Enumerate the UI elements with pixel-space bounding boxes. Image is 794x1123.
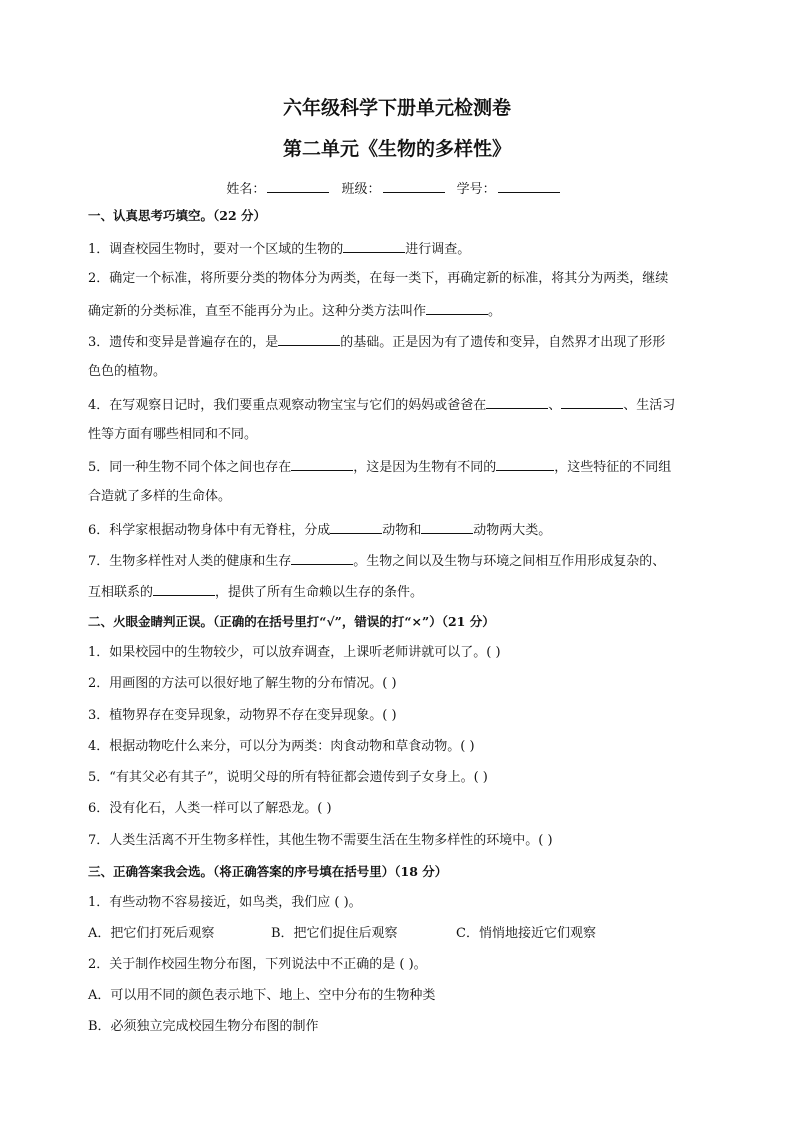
s2-item: 7．人类生活离不开生物多样性，其他生物不需要生活在生物多样性的环境中。( ) xyxy=(88,833,553,848)
q-text: 6．科学家根据动物身体中有无脊柱，分成 xyxy=(88,523,331,538)
q-text: 动物和 xyxy=(382,523,422,538)
answer-blank[interactable] xyxy=(486,396,548,409)
q-text: 确定新的分类标准，直至不能再分为止。这种分类方法叫作 xyxy=(88,304,427,319)
exam-title: 六年级科学下册单元检测卷 xyxy=(282,97,511,119)
option-b[interactable]: B．必须独立完成校园生物分布图的制作 xyxy=(88,1019,319,1034)
q-text: 、 xyxy=(548,398,562,413)
q-text: 5．同一种生物不同个体之间也存在 xyxy=(88,460,292,475)
s1-question-4-line2: 性等方面有哪些相同和不同。 xyxy=(88,427,258,442)
q-text: 4．在写观察日记时，我们要重点观察动物宝宝与它们的妈妈或爸爸在 xyxy=(88,398,487,413)
s1-question-1 xyxy=(88,240,713,258)
q-text: ，这些特征的不同组 xyxy=(554,460,672,475)
s2-item: 5．“有其父必有其子”，说明父母的所有特征都会遗传到子女身上。( ) xyxy=(88,770,488,785)
section3-heading: 三、正确答案我会选。（将正确答案的序号填在括号里）（18 分） xyxy=(88,864,448,879)
s1-question-5-line1 xyxy=(88,458,713,476)
option-a[interactable]: A．可以用不同的颜色表示地下、地上、空中分布的生物种类 xyxy=(88,988,436,1003)
answer-blank[interactable] xyxy=(291,458,353,471)
q-text: ，提供了所有生命赖以生存的条件。 xyxy=(215,585,424,600)
q-text: 。 xyxy=(488,304,502,319)
answer-blank[interactable] xyxy=(291,552,353,565)
name-label: 姓名： xyxy=(226,182,266,197)
option-b[interactable]: B．把它们捉住后观察 xyxy=(271,926,398,941)
s2-item: 1．如果校园中的生物较少，可以放弃调查，上课听老师讲就可以了。( ) xyxy=(88,645,501,660)
s1-question-6 xyxy=(88,521,713,539)
q-text: ，这是因为生物有不同的 xyxy=(353,460,497,475)
s1-question-2-line2 xyxy=(88,302,713,320)
s1-question-7-line2 xyxy=(88,583,713,601)
class-blank[interactable] xyxy=(383,180,445,193)
q-text: 的基础。正是因为有了遗传和变异，自然界才出现了形形 xyxy=(340,335,666,350)
class-label: 班级： xyxy=(341,182,381,197)
q-text: 7．生物多样性对人类的健康和生存 xyxy=(88,554,292,569)
s2-item: 3．植物界存在变异现象，动物界不存在变异现象。( ) xyxy=(88,708,397,723)
s1-question-4-line1 xyxy=(88,396,713,414)
answer-blank[interactable] xyxy=(421,521,473,534)
s2-item: 6．没有化石，人类一样可以了解恐龙。( ) xyxy=(88,801,332,816)
unit-title: 第二单元《生物的多样性》 xyxy=(282,138,511,160)
s1-question-7-line1 xyxy=(88,552,713,570)
option-c[interactable]: C．悄悄地接近它们观察 xyxy=(456,926,596,941)
s1-question-3-line2: 色色的植物。 xyxy=(88,364,167,379)
answer-blank[interactable] xyxy=(330,521,382,534)
s1-question-2-line1: 2．确定一个标准，将所要分类的物体分为两类，在每一类下，再确定新的标准，将其分为两类，继续 xyxy=(88,271,669,286)
s2-item: 2．用画图的方法可以很好地了解生物的分布情况。( ) xyxy=(88,676,397,691)
q-text: 3．遗传和变异是普遍存在的，是 xyxy=(88,335,279,350)
q-text: 互相联系的 xyxy=(88,585,154,600)
q-text: 进行调查。 xyxy=(405,242,471,257)
s3-question-2: 2．关于制作校园生物分布图，下列说法中不正确的是 ( )。 xyxy=(88,957,427,972)
answer-blank[interactable] xyxy=(343,240,405,253)
s1-question-3-line1 xyxy=(88,333,713,351)
q-text: 1．调查校园生物时，要对一个区域的生物的 xyxy=(88,242,344,257)
answer-blank[interactable] xyxy=(561,396,623,409)
s3-question-1-options xyxy=(88,926,713,942)
student-info-row xyxy=(0,178,794,197)
section1-heading: 一、认真思考巧填空。（22 分） xyxy=(88,208,266,223)
s3-question-1: 1．有些动物不容易接近，如鸟类，我们应 ( )。 xyxy=(88,895,362,910)
s2-item: 4．根据动物吃什么来分，可以分为两类：肉食动物和草食动物。( ) xyxy=(88,739,475,754)
id-blank[interactable] xyxy=(498,180,560,193)
s1-question-5-line2: 合造就了多样的生命体。 xyxy=(88,489,232,504)
q-text: 。生物之间以及生物与环境之间相互作用形成复杂的、 xyxy=(353,554,666,569)
option-a[interactable]: A．把它们打死后观察 xyxy=(88,926,215,941)
answer-blank[interactable] xyxy=(426,302,488,315)
name-blank[interactable] xyxy=(267,180,329,193)
q-text: 动物两大类。 xyxy=(473,523,552,538)
answer-blank[interactable] xyxy=(278,333,340,346)
q-text: 、生活习 xyxy=(623,398,676,413)
section2-heading: 二、火眼金睛判正误。（正确的在括号里打“√”，错误的打“×”）（21 分） xyxy=(88,614,495,629)
id-label: 学号： xyxy=(456,182,496,197)
answer-blank[interactable] xyxy=(496,458,554,471)
answer-blank[interactable] xyxy=(153,583,215,596)
